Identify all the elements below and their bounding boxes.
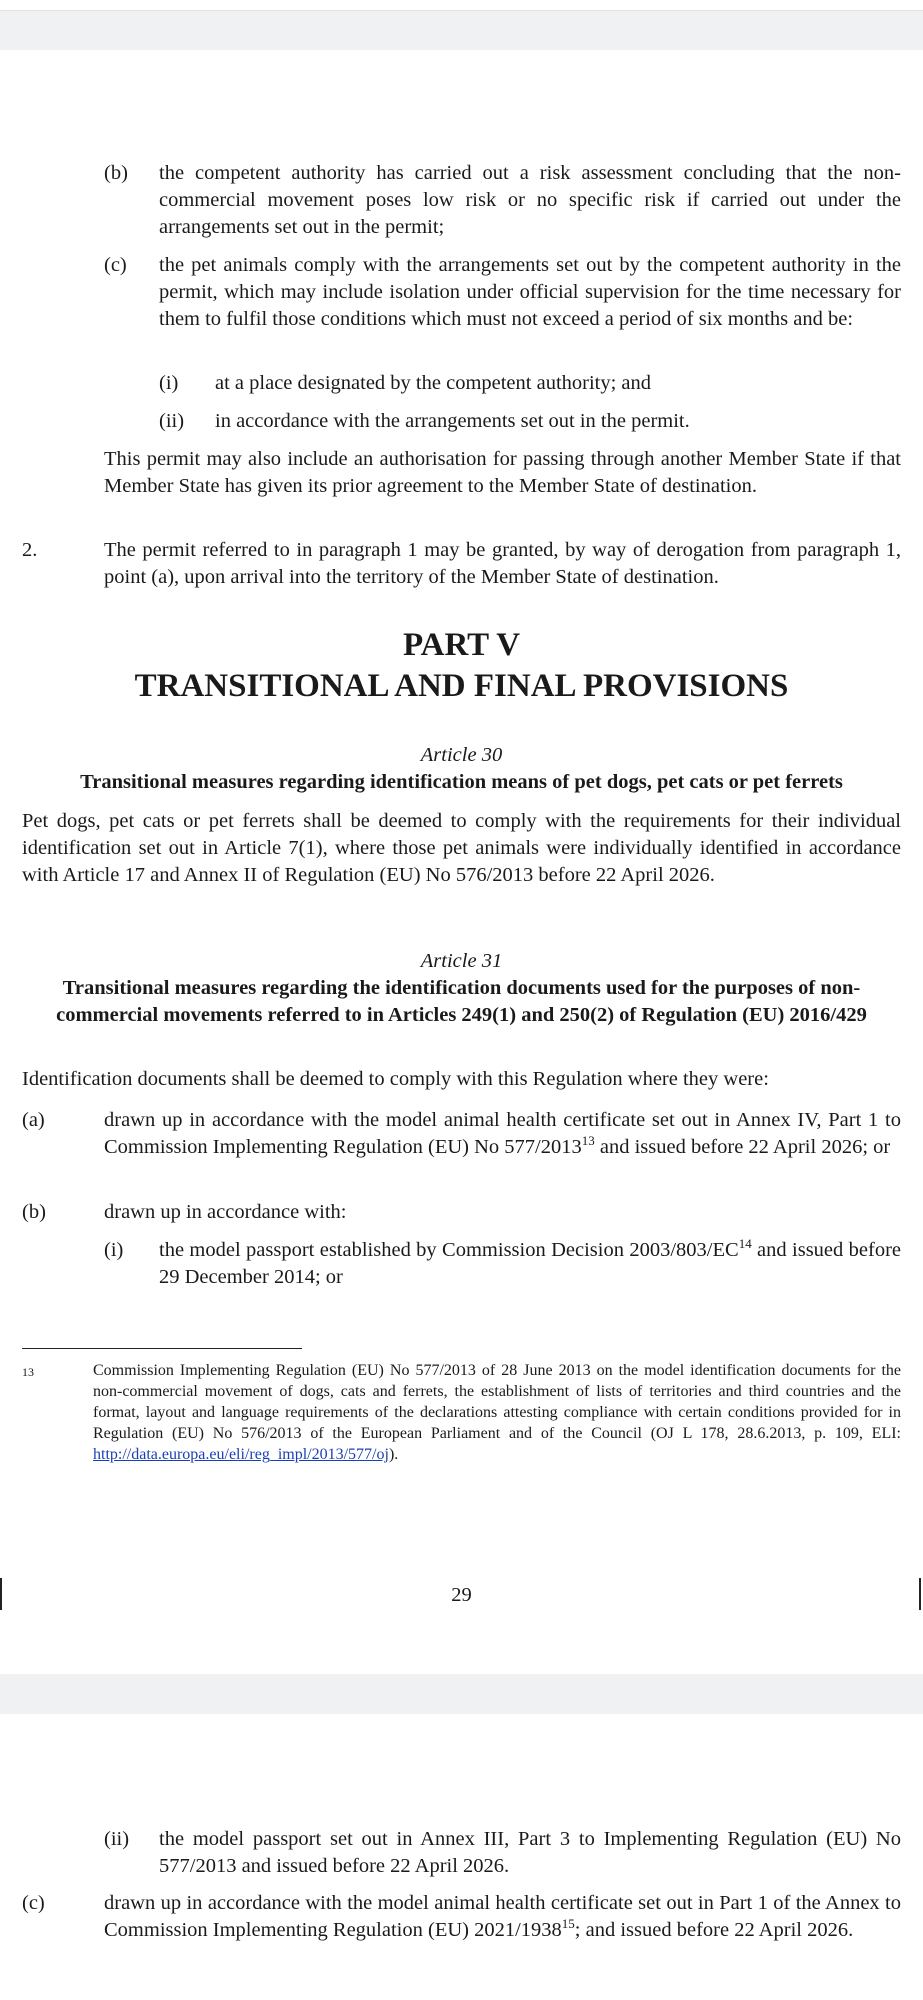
article-title: Transitional measures regarding the identification documents used for the purposes of non-commercial movements referred to in Articles 249(1) and 250(2) of Regulation (EU) 2016/429 <box>56 977 867 1026</box>
footnote-number: 13 <box>22 1365 34 1379</box>
article-title: Transitional measures regarding identification means of pet dogs, pet cats or pet ferrets <box>80 771 843 793</box>
paragraph-number: 2. <box>22 539 38 561</box>
item-text: drawn up in accordance with: <box>104 1201 347 1223</box>
subitem-label: (i) <box>104 1239 124 1261</box>
page-number: 29 <box>451 1584 472 1606</box>
subitem-text: the model passport set out in Annex III, Part 3 to Implementing Regulation (EU) No 577/2013 and issued before 22 April 2026. <box>159 1828 901 1877</box>
item-label: (b) <box>104 162 128 184</box>
item-text: the pet animals comply with the arrangements set out by the competent authority in the permit, which may include isolation under official supervision for the time necessary for them to fulfil those conditions which must not exceed a period of six months and be: <box>159 254 901 330</box>
part-title: TRANSITIONAL AND FINAL PROVISIONS <box>134 668 789 704</box>
subitem-text: in accordance with the arrangements set out in the permit. <box>215 410 690 432</box>
article-text: Pet dogs, pet cats or pet ferrets shall be deemed to comply with the requirements for their individual identification set out in Article 7(1), where those pet animals were individually identified in accordance with Article 17 and Annex II of Regulation (EU) No 576/2013 before 22 April 2026. <box>22 810 901 886</box>
subitem-label: (i) <box>159 372 179 394</box>
article-number: Article 30 <box>420 744 503 766</box>
document-page <box>0 50 923 1674</box>
viewer-top-bar <box>0 0 923 11</box>
item-label: (c) <box>104 254 127 276</box>
paragraph-text: The permit referred to in paragraph 1 may be granted, by way of derogation from paragraph 1, point (a), upon arrival into the territory of the Member State of destination. <box>104 539 901 588</box>
item-label: (c) <box>22 1892 45 1914</box>
subitem-text: the model passport established by Commission Decision 2003/803/EC$^{14}$ and issued before 29 December 2014; or <box>159 1236 902 1288</box>
document-page <box>0 1714 923 2000</box>
subitem-label: (ii) <box>104 1828 130 1850</box>
footnote-link[interactable]: http://data.europa.eu/eli/reg_impl/2013/577/oj <box>93 1446 389 1463</box>
article-intro: Identification documents shall be deemed to comply with this Regulation where they were: <box>22 1068 769 1090</box>
footnote-separator <box>22 1348 302 1349</box>
footnote-ref[interactable]: 13 <box>581 1133 595 1149</box>
item-text: the competent authority has carried out a risk assessment concluding that the non-commercial movement poses low risk or no specific risk if carried out under the arrangements set out in the permit; <box>159 162 901 238</box>
subitem-label: (ii) <box>159 410 185 432</box>
item-label: (b) <box>22 1201 46 1223</box>
footnote-ref[interactable]: 14 <box>738 1236 752 1252</box>
permit-note: This permit may also include an authorisation for passing through another Member State if that Member State has given its prior agreement to the Member State of destination. <box>104 448 901 497</box>
article-number: Article 31 <box>420 950 503 972</box>
footnote-text: Commission Implementing Regulation (EU) No 577/2013 of 28 June 2013 on the model identification documents for the non-commercial movement of dogs, cats and ferrets, the establishment of lists of territories and third countries and the format, layout and language requirements of the declarations attesting compliance with certain conditions provided for in Regulation (EU) No 576/2013 of the European Parliament and of the Council (OJ L 178, 28.6.2013, p. 109, ELI: http://data.europa.eu/eli/reg_impl/2013/577/oj). <box>93 1362 901 1463</box>
footnote-ref[interactable]: 15 <box>561 1916 575 1932</box>
item-text: drawn up in accordance with the model animal health certificate set out in Part 1 of the Annex to Commission Implementing Regulation (EU) 2021/1938$^{15}$; and issued before 22 April 2026. <box>104 1892 901 1941</box>
subitem-text: at a place designated by the competent authority; and <box>215 372 652 394</box>
item-label: (a) <box>22 1109 45 1131</box>
item-text: drawn up in accordance with the model animal health certificate set out in Annex IV, Part 1 to Commission Implementing Regulation (EU) No 577/2013$^{13}$ and issued before 22 April 2026; or <box>104 1109 901 1158</box>
part-number: PART V <box>402 627 521 663</box>
